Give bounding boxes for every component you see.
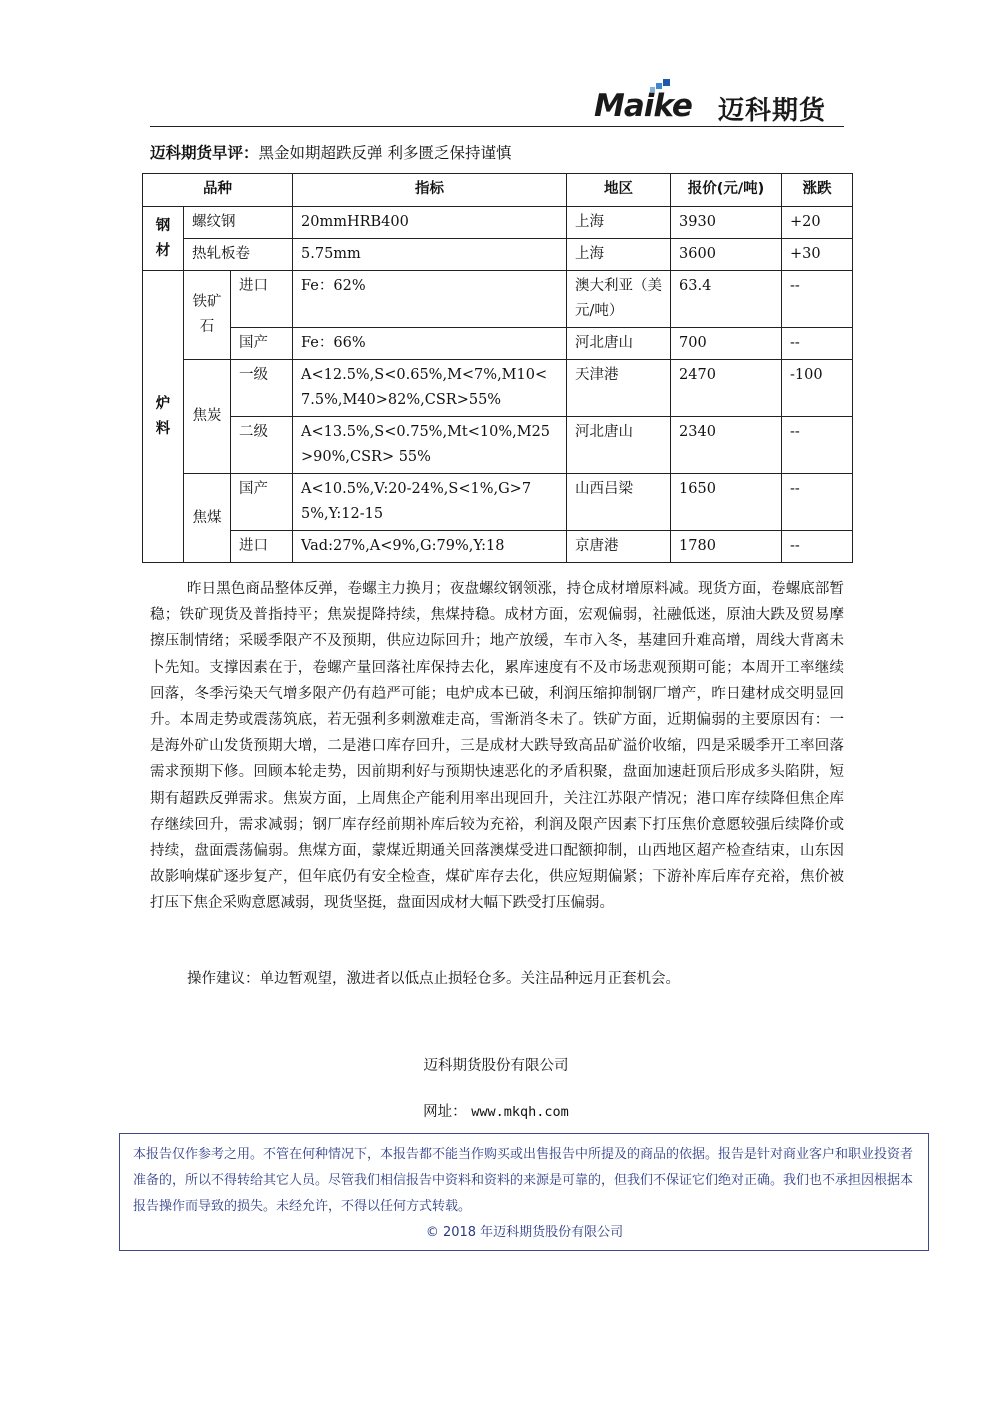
spec-cell: A<12.5%,S<0.65%,M<7%,M10<7.5%,M40>82%,CSR>55% [293,360,567,417]
spec-cell: Vad:27%,A<9%,G:79%,Y:18 [293,531,567,563]
change-cell: +30 [782,239,853,271]
group-coking-coal: 焦煤 [184,474,231,563]
website-line [0,1100,992,1121]
header-region: 地区 [567,174,671,207]
spec-cell: 20mmHRB400 [293,207,567,239]
analysis-paragraph: 昨日黑色商品整体反弹，卷螺主力换月；夜盘螺纹钢领涨，持仓成材增原料减。现货方面，卷螺底部暂稳；铁矿现货及普指持平；焦炭提降持续，焦煤持稳。成材方面，宏观偏弱，社融低迷，原油大跌及贸易摩擦压制情绪；采暖季限产不及预期，供应边际回升；地产放缓，车市入冬，基建回升难高增，周线大背离未卜先知。支撑因素在于，卷螺产量回落社库保持去化，累库速度有不及市场悲观预期可能；本周开工率继续回落，冬季污染天气增多限产仍有趋严可能；电炉成本已破，利润压缩抑制钢厂增产，昨日建材成交明显回升。本周走势或震荡筑底，若无强利多刺激难走高，雪渐消冬未了。铁矿方面，近期偏弱的主要原因有：一是海外矿山发货预期大增，二是港口库存回升，三是成材大跌导致高品矿溢价收缩，四是采暖季开工率回落需求预期下修。回顾本轮走势，因前期利好与预期快速恶化的矛盾积聚，盘面加速赶顶后形成多头陷阱，短期有超跌反弹需求。焦炭方面，上周焦企产能利用率出现回升，关注江苏限产情况；港口库存续降但焦企库存继续回升，需求减弱；钢厂库存经前期补库后较为充裕，利润及限产因素下打压焦价意愿较强后续降价或持续，盘面震荡偏弱。焦煤方面，蒙煤近期通关回落澳煤受进口配额抑制，山西地区超产检查结束，山东因故影响煤矿逐步复产，但年底仍有安全检查，煤矿库存去化，供应短期偏紧；下游补库后库存充裕，焦价被打压下焦企采购意愿减弱，现货坚挺，盘面因成材大幅下跌受打压偏弱。 [150,581,844,912]
table-header-row [143,174,853,207]
price-cell: 700 [671,328,782,360]
region-cell: 山西吕梁 [567,474,671,531]
copyright: © 2018 年迈科期货股份有限公司 [425,1225,624,1240]
operation-suggestion: 操作建议：单边暂观望，激进者以低点止损轻仓多。关注品种远月正套机会。 [187,971,680,987]
table-row [143,271,853,328]
price-cell: 1650 [671,474,782,531]
product-name: 热轧板卷 [184,239,293,271]
header-spec: 指标 [293,174,567,207]
change-cell: -- [782,328,853,360]
region-cell: 天津港 [567,360,671,417]
change-cell: -- [782,474,853,531]
table-row [143,239,853,271]
header-product: 品种 [143,174,293,207]
subtype-cell: 国产 [231,474,293,531]
region-cell: 上海 [567,239,671,271]
spec-cell: Fe：62% [293,271,567,328]
table-row [143,531,853,563]
website-link[interactable]: www.mkqh.com [471,1104,569,1120]
table-row [143,207,853,239]
website-label: 网址： [423,1104,467,1120]
price-cell: 3600 [671,239,782,271]
change-cell: -- [782,531,853,563]
category-steel: 钢材 [143,207,184,271]
price-cell: 63.4 [671,271,782,328]
table-row [143,360,853,417]
category-furnace: 炉料 [143,271,184,563]
subtype-cell: 二级 [231,417,293,474]
disclaimer-text: 本报告仅作参考之用。不管在何种情况下，本报告都不能当作购买或出售报告中所提及的商品的依据。报告是针对商业客户和职业投资者准备的，所以不得转给其它人员。尽管我们相信报告中资料和资料的来源是可靠的，但我们不保证它们绝对正确。我们也不承担因根据本报告操作而导致的损失。未经允许，不得以任何方式转载。 [133,1147,914,1214]
region-cell: 河北唐山 [567,328,671,360]
subtype-cell: 一级 [231,360,293,417]
table-row [143,474,853,531]
product-name: 螺纹钢 [184,207,293,239]
region-cell: 河北唐山 [567,417,671,474]
change-cell: +20 [782,207,853,239]
region-cell: 澳大利亚（美元/吨） [567,271,671,328]
headline-text: 黑金如期超跌反弹 利多匮乏保持谨慎 [258,144,512,162]
spec-cell: Fe：66% [293,328,567,360]
subtype-cell: 进口 [231,531,293,563]
subtype-cell: 进口 [231,271,293,328]
subtype-cell: 国产 [231,328,293,360]
price-table [142,173,853,563]
region-cell: 上海 [567,207,671,239]
change-cell: -100 [782,360,853,417]
spec-cell: A<13.5%,S<0.75%,Mt<10%,M25>90%,CSR> 55% [293,417,567,474]
table-row [143,328,853,360]
logo-brand: Maike [594,88,692,124]
price-cell: 1780 [671,531,782,563]
price-cell: 3930 [671,207,782,239]
table-row [143,417,853,474]
report-headline [150,141,511,163]
header-rule [150,126,844,127]
change-cell: -- [782,417,853,474]
header-price: 报价(元/吨) [671,174,782,207]
price-cell: 2470 [671,360,782,417]
price-cell: 2340 [671,417,782,474]
headline-label: 迈科期货早评： [150,144,259,162]
spec-cell: A<10.5%,V:20-24%,S<1%,G>75%,Y:12-15 [293,474,567,531]
spec-cell: 5.75mm [293,239,567,271]
company-name: 迈科期货股份有限公司 [423,1058,569,1074]
header-change: 涨跌 [782,174,853,207]
company-logo [590,78,840,128]
change-cell: -- [782,271,853,328]
region-cell: 京唐港 [567,531,671,563]
group-iron-ore: 铁矿石 [184,271,231,360]
disclaimer-box [119,1133,929,1251]
logo-name-cn: 迈科期货 [718,96,827,126]
group-coke: 焦炭 [184,360,231,474]
